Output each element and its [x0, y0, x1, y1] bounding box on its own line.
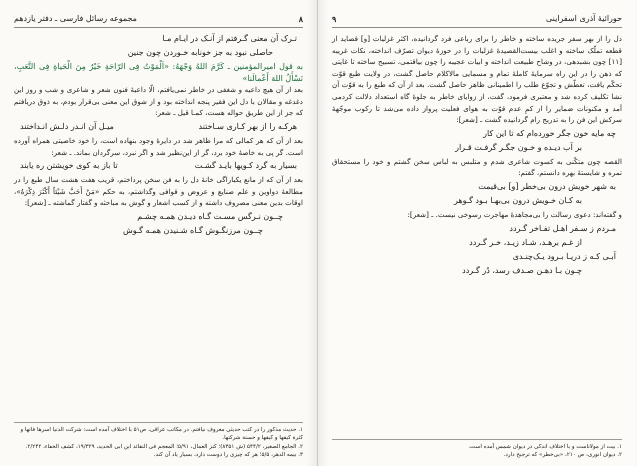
verse-line	[332, 128, 622, 140]
hemistich: به شهر خویش درون بی‌خطر [و] بی‌قیمت	[478, 181, 616, 191]
verse-line	[14, 33, 303, 45]
hemistich: هرکـه را از بهر کـاری سـاختند	[198, 121, 297, 131]
hemistich: چـون بـا دهـن صـدف رسد، دُر گـردد	[462, 265, 582, 275]
footnote: ۲. الجامع الصغیر، ۵۴۴/۲ (ش ۸۳۵۱)؛ کنز العمال، ۵/۹۱؛ المعجم فی النقائد ابن ابی الحدید، ۱۹/۳۲۹، کشف الخفاء، ۲/۲۴۲.	[25, 443, 303, 450]
hemistich: میـل آن انـدر دلـش انـداختند	[20, 121, 114, 131]
hemistich: از غـم برهـد، شـاد زیـد، خـر گـردد	[469, 237, 582, 247]
gutter-shadow	[318, 0, 328, 466]
hemistich: حاصلی نبود به جز خونابه خـوردن چون جنین	[127, 48, 273, 57]
paragraph: بعد از آن که هر کمالی که مرا ظاهر شد در دایرهٔ وجود بنهاده است، را خود خاصیتی همراه آورده است. گر پی به خاصهٔ خود برد، گر از این‌نظیر شد و اگر نبرد، سرگردان بماند. ـ شعر:	[14, 135, 303, 157]
footnote: ۱. بیت از مولاناست و با اختلاف اندکی در دیوان شمس آمده است.	[468, 443, 622, 450]
verse-line	[332, 195, 622, 207]
page-number: ۸	[298, 14, 303, 24]
running-title: مجموعه رسائل فارسی ـ دفتر یازدهم	[14, 14, 137, 23]
paragraph: القصه چون متکّنی به کسوت شاعری شدم و متلبس به لباس سخن گشتم و خود را مستحقاق تمره و شایستهٔ بهره دانستم، گفتم:	[332, 156, 622, 178]
hemistich: تـرک آن معنی گـرفتم از آنـک در ایـام مـا	[162, 34, 297, 43]
page-number: ۹	[332, 14, 337, 24]
paragraph: بعد از آن هیچ داعیه و شغفی در خاطر نمی‌یافتم، الّا داعیهٔ فنون شعر و شاعری و شب و روز این دغدغه و مقالان با دل این فقیر پنجه انداخته بود و از شوق این معنی بی‌قرار بودم، به ذوق دریافتم که جز از این طریق حواله هست، کمـا قیل ـ شعر:	[14, 85, 303, 118]
page-header-right	[332, 14, 622, 28]
verse-line	[14, 225, 303, 237]
hemistich: چــون مرزنگـوش گـاه شـنیدن همـه گـوش	[122, 225, 263, 235]
hemistich: بر آب دیـده و خـون جگـر گرفـت قـرار	[455, 142, 582, 152]
hemistich: مـردم ز سـفر اهـل تفـاخر گـردد	[509, 223, 616, 233]
verse-line	[332, 237, 622, 249]
verse-line	[332, 251, 622, 263]
verse-line	[332, 265, 622, 277]
running-title: حورائیهٔ آذری اسفراینی	[545, 14, 622, 23]
footnote: ۳. بیمه الدهر، ۵/۵؛ هر که چیزی را دوست دارد، بسیار یاد آن کند.	[153, 452, 303, 459]
footnotes-right	[332, 439, 622, 460]
page-header-left	[14, 14, 303, 28]
hemistich: چــون نـرگس مسـت گـاه دیـدن همـه چشـم	[137, 211, 283, 221]
hemistich: تا باز به کوی خویشتن ره یابند	[20, 161, 118, 171]
arabic-quote: به قول امیرالمؤمنین ـ کَرَّمَ اللهُ وَجْهَهُ: «اَلْمَوْتُ فِی الرّاحَةِ خَیْرٌ مِنَ الْحَیاةِ فِی التَّعَبِ، نَسْأَلُ اللهَ أَعْمالَنا»	[14, 62, 303, 83]
verse-line	[332, 223, 622, 235]
verse-line	[14, 211, 303, 223]
verse-line	[14, 121, 303, 133]
page-body-left	[14, 33, 303, 237]
verse-line	[14, 47, 303, 59]
verse-line	[332, 142, 622, 154]
footnote: ۲. دیوان انوری، ص ۲۱۰، «بی‌خطر» که ترجیح دارد.	[503, 452, 622, 459]
hemistich: چه مایه خون جگر خورده‌ام که تا این کار	[483, 128, 616, 138]
paragraph: و گفته‌اند: دعوی رسالت را بی‌مجاهدهٔ مهاجرت رسوخی نیست. ـ [شعر]:	[407, 209, 622, 219]
gutter-shadow	[307, 0, 317, 466]
hemistich: بسیار به گرد کـویها بایـد گشـت	[194, 161, 297, 171]
page-right	[318, 0, 636, 466]
page-body-right	[332, 33, 622, 277]
paragraph: دل را از بهر سفر جریده ساخته و خاطر را برای رباعی فرد گردانیده، اکثر غزلیات [و] قصاید از قطعه تملّک ساخته و اغلب بیست‌القصیدهٔ غزلیات را در حوزهٔ دیوان تصرّف انداخته، نکات غریبه [۱۱] چون بشبدهی، در وشاح طبیعت انداخته و ابیات عجیبه را چون بیاقتمی، تسبیح ساخته تا غایتی که ذهن را در این راه سرمایهٔ کاملهٔ تمام و مسمایی مالاکلام حاصل گشت، در ولایت طبع قوّت تحکّم یافت، تعطّش و تجوّع طلب را اطمینانی ظاهر حاصل گشت. بعد از آن که طبع را به قوّت آن نشا تکلیف کرده شد و معتبری فرمود، گفت، از زوایای خاطر به جلوهٔ گاه استعداد دلالت کردمی آمد و مکنونات ضمایر را از کمِ عدم قوّت به هوای فعلیت پرواز داده می‌شد تا رکوب موجّههٔ سرکش این فن را به تدریج رام گردانیده گشت ـ [شعر]:	[332, 34, 622, 125]
paragraph: بعد از آن که از مانع یکباراگی خانهٔ دل را به فن سخن پرداختم، قریب هفت هشت سال طبع را در مطالعهٔ دواوین و علم صنایع و عروض و قوافی وگذاشتم، به حکم «مَنْ أَحَبَّ شَیْئاً أَکْثَرَ ذِکْرَهُ»، اوقات بدین معنی مصروف داشته و از کسب اشعار و گوش به مباحثه و گفتار گماشته ـ [شعر]:	[14, 175, 303, 208]
verse-line	[332, 181, 622, 193]
page-left	[0, 0, 318, 466]
footnotes-left	[14, 422, 303, 460]
footnote: ۱. حدیث مذکور را در کتب حدیثی معروف نیافتم. در مکاتب عراقی، ص۵۱ با اختلاف آمده است: شرکت الدنیا اسرها فاتها و کثرة کیقها و کیقها و حسنة شرکتها.	[20, 426, 303, 442]
hemistich: به کـان خـویش درون بی‌بهـا بـود گـوهر	[453, 195, 582, 205]
hemistich: آبـی کـه ز دریـا بـرود یـک‌چنـدی	[512, 251, 616, 261]
verse-line	[14, 160, 303, 172]
